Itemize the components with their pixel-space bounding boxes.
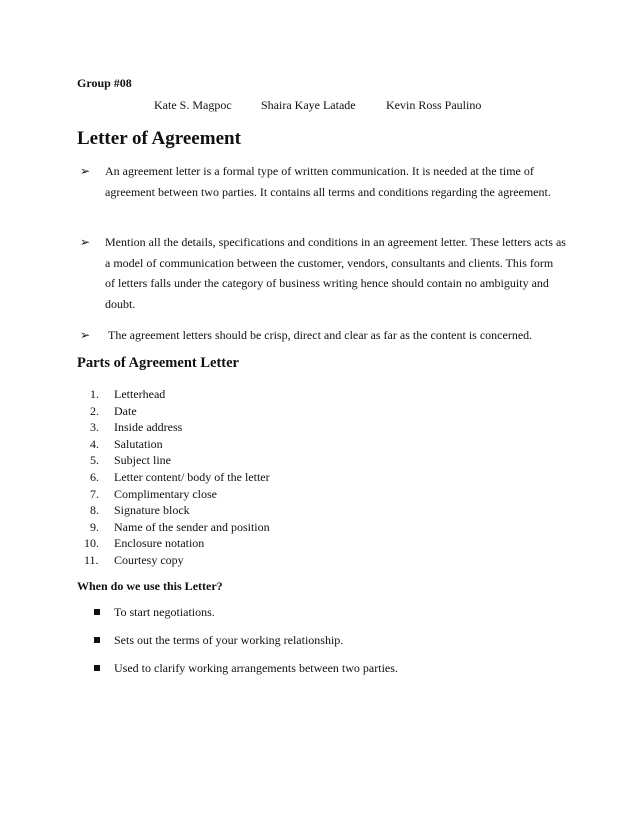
list-item	[90, 403, 270, 420]
list-item	[80, 161, 566, 202]
group-label: Group #08	[77, 76, 132, 90]
item-text: Salutation	[114, 436, 163, 451]
list-item	[90, 419, 270, 436]
list-item	[94, 661, 398, 676]
item-text: Signature block	[114, 503, 190, 518]
parts-heading: Parts of Agreement Letter	[77, 355, 239, 371]
list-item	[84, 535, 270, 552]
square-bullet-icon	[94, 665, 100, 671]
item-text: Letterhead	[114, 387, 166, 401]
arrow-bullet-icon: ➢	[80, 164, 91, 178]
item-number: 10.	[84, 536, 99, 551]
item-number: 6.	[90, 469, 99, 484]
usage-list	[94, 661, 398, 676]
arrow-bullet-icon: ➢	[80, 328, 91, 342]
item-text: Used to clarify working arrangements between two parties.	[114, 661, 398, 675]
list-item	[90, 386, 270, 403]
usage-heading: When do we use this Letter?	[77, 579, 223, 593]
item-number: 8.	[90, 503, 99, 518]
document-title: Letter of Agreement	[77, 128, 241, 149]
list-item	[80, 232, 566, 314]
item-text: Letter content/ body of the letter	[114, 469, 270, 484]
square-bullet-icon	[94, 609, 100, 615]
item-text: Date	[114, 403, 137, 418]
list-item	[94, 633, 343, 648]
item-text: Courtesy copy	[114, 552, 184, 567]
member-name: Kate S. Magpoc	[154, 98, 232, 112]
square-bullet-icon	[94, 637, 100, 643]
list-item	[80, 325, 566, 346]
parts-list	[84, 386, 270, 569]
item-text: To start negotiations.	[114, 605, 215, 619]
item-number: 4.	[90, 436, 99, 451]
intro-point	[80, 232, 566, 314]
item-text: Inside address	[114, 420, 183, 435]
item-number: 7.	[90, 486, 99, 501]
list-item	[90, 519, 270, 536]
intro-point	[80, 161, 566, 202]
item-number: 3.	[90, 420, 99, 435]
list-item	[90, 436, 270, 453]
arrow-bullet-icon: ➢	[80, 235, 91, 249]
member-name: Shaira Kaye Latade	[261, 98, 356, 112]
member-name: Kevin Ross Paulino	[386, 98, 482, 112]
point-text: An agreement letter is a formal type of written communication. It is needed at the time of agreement between two parties. It contains all terms and conditions regarding the agreement.	[105, 164, 551, 199]
item-text: Enclosure notation	[114, 536, 205, 551]
item-number: 2.	[90, 403, 99, 418]
usage-list	[94, 633, 343, 648]
list-item	[84, 552, 270, 569]
item-text: Complimentary close	[114, 486, 217, 501]
item-number: 5.	[90, 453, 99, 468]
point-text: Mention all the details, specifications and conditions in an agreement letter. These letters acts as a model of communication between the customer, vendors, consultants and clients. This form of letters falls under the category of business writing hence should contain no ambiguity and doubt.	[105, 235, 566, 311]
item-number: 1.	[90, 387, 99, 401]
list-item	[90, 502, 270, 519]
item-text: Subject line	[114, 453, 171, 468]
list-item	[90, 452, 270, 469]
usage-list	[94, 605, 215, 620]
list-item	[90, 486, 270, 503]
list-item	[90, 469, 270, 486]
list-item	[94, 605, 215, 620]
item-text: Sets out the terms of your working relationship.	[114, 633, 344, 647]
point-text: The agreement letters should be crisp, direct and clear as far as the content is concerned.	[108, 328, 533, 342]
item-number: 11.	[84, 552, 99, 567]
item-number: 9.	[90, 519, 99, 534]
intro-point	[80, 325, 566, 346]
item-text: Name of the sender and position	[114, 519, 270, 534]
